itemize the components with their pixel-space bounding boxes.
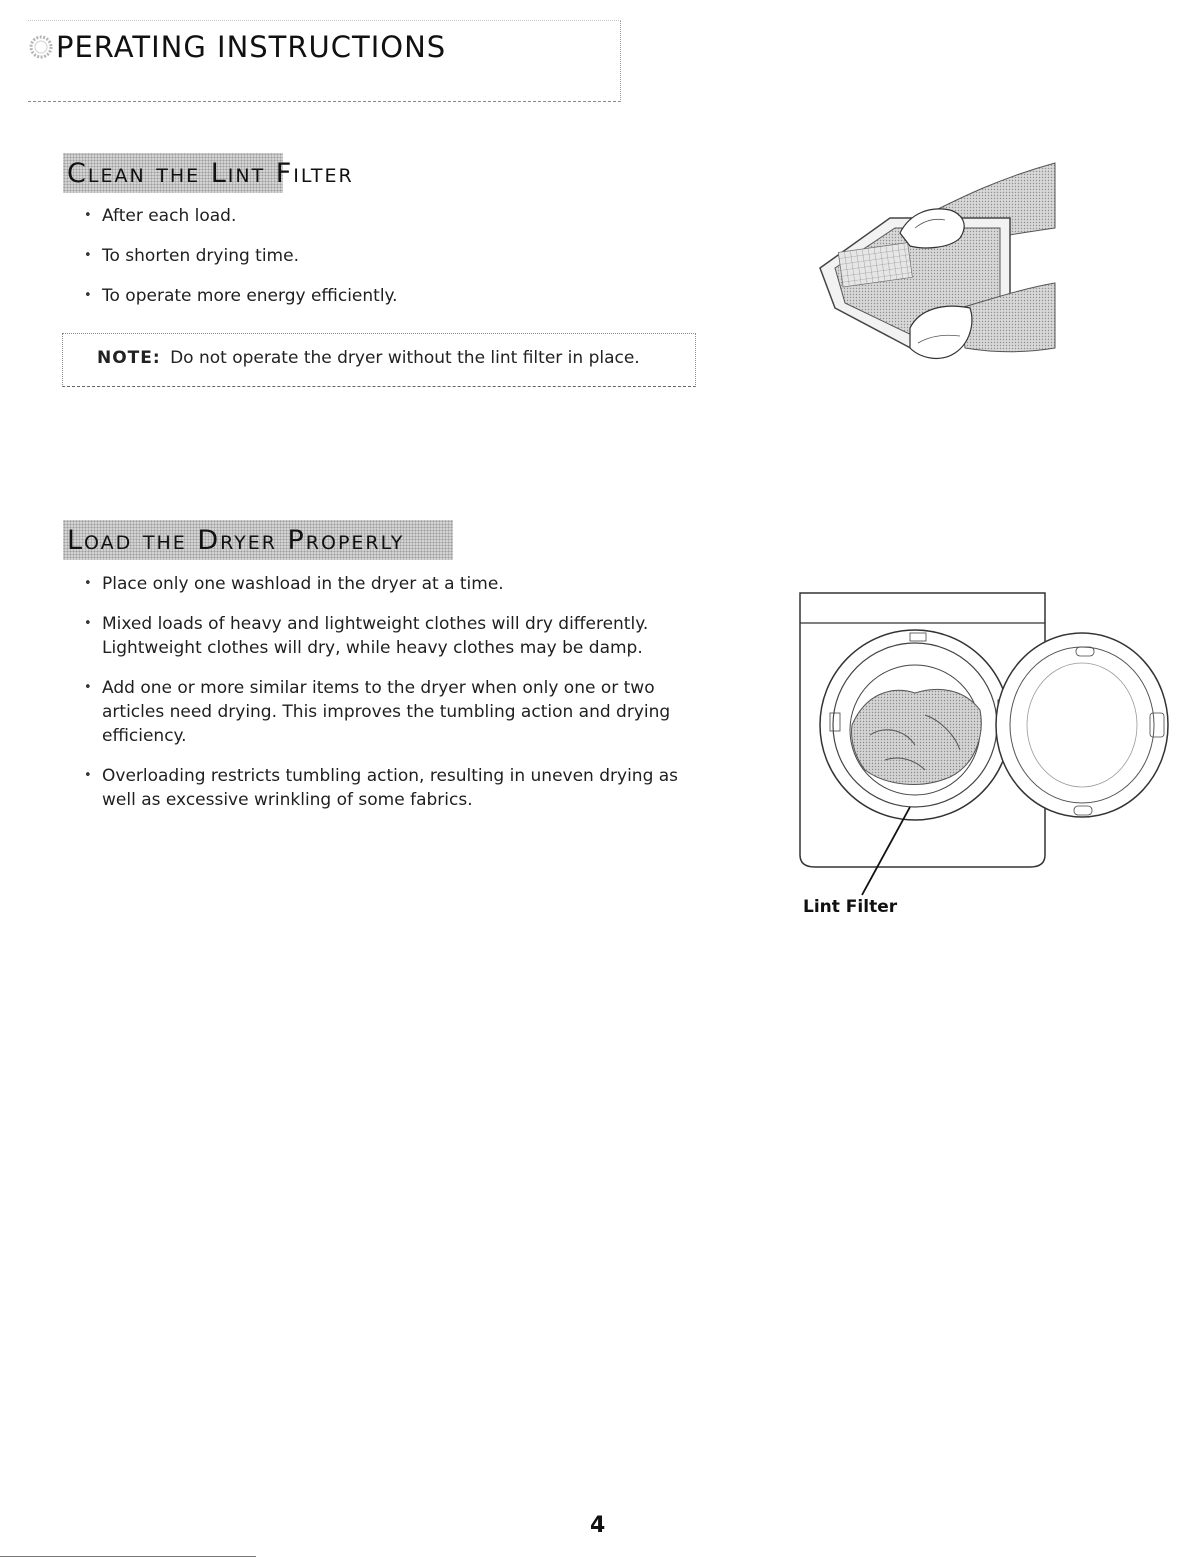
dryer-open-door-illustration bbox=[790, 585, 1175, 900]
list-item: • Mixed loads of heavy and lightweight clothes will dry differently. Lightweight clothes will dry, while heavy clothes may be damp. bbox=[80, 612, 690, 660]
ornamental-letter-o-icon bbox=[28, 34, 54, 60]
note-text bbox=[97, 348, 640, 368]
footer-rule bbox=[0, 1556, 256, 1557]
list-item: • Overloading restricts tumbling action, resulting in uneven drying as well as excessive wrinkling of some fabrics. bbox=[80, 764, 690, 812]
note-body: Do not operate the dryer without the lint filter in place. bbox=[170, 348, 640, 368]
list-item: • Place only one washload in the dryer at a time. bbox=[80, 572, 690, 596]
lint-filter-removal-illustration bbox=[810, 158, 1060, 368]
page-title-text: PERATING INSTRUCTIONS bbox=[56, 30, 447, 64]
section-heading-load-dryer: Load the Dryer Properly bbox=[67, 525, 405, 556]
list-item: • To operate more energy efficiently. bbox=[80, 284, 680, 308]
note-label: NOTE: bbox=[97, 348, 161, 368]
page-title bbox=[28, 30, 446, 64]
list-item: • Add one or more similar items to the dryer when only one or two articles need drying. This improves the tumbling action and drying efficiency. bbox=[80, 676, 690, 748]
list-item: • After each load. bbox=[80, 204, 680, 228]
page-number: 4 bbox=[590, 1513, 606, 1538]
section-heading-lint-filter: Clean the Lint Filter bbox=[67, 158, 354, 189]
note-box bbox=[62, 333, 696, 387]
load-dryer-bullet-list bbox=[80, 572, 690, 812]
lint-filter-bullet-list bbox=[80, 204, 680, 308]
list-item: • To shorten drying time. bbox=[80, 244, 680, 268]
lint-filter-caption: Lint Filter bbox=[803, 897, 898, 917]
